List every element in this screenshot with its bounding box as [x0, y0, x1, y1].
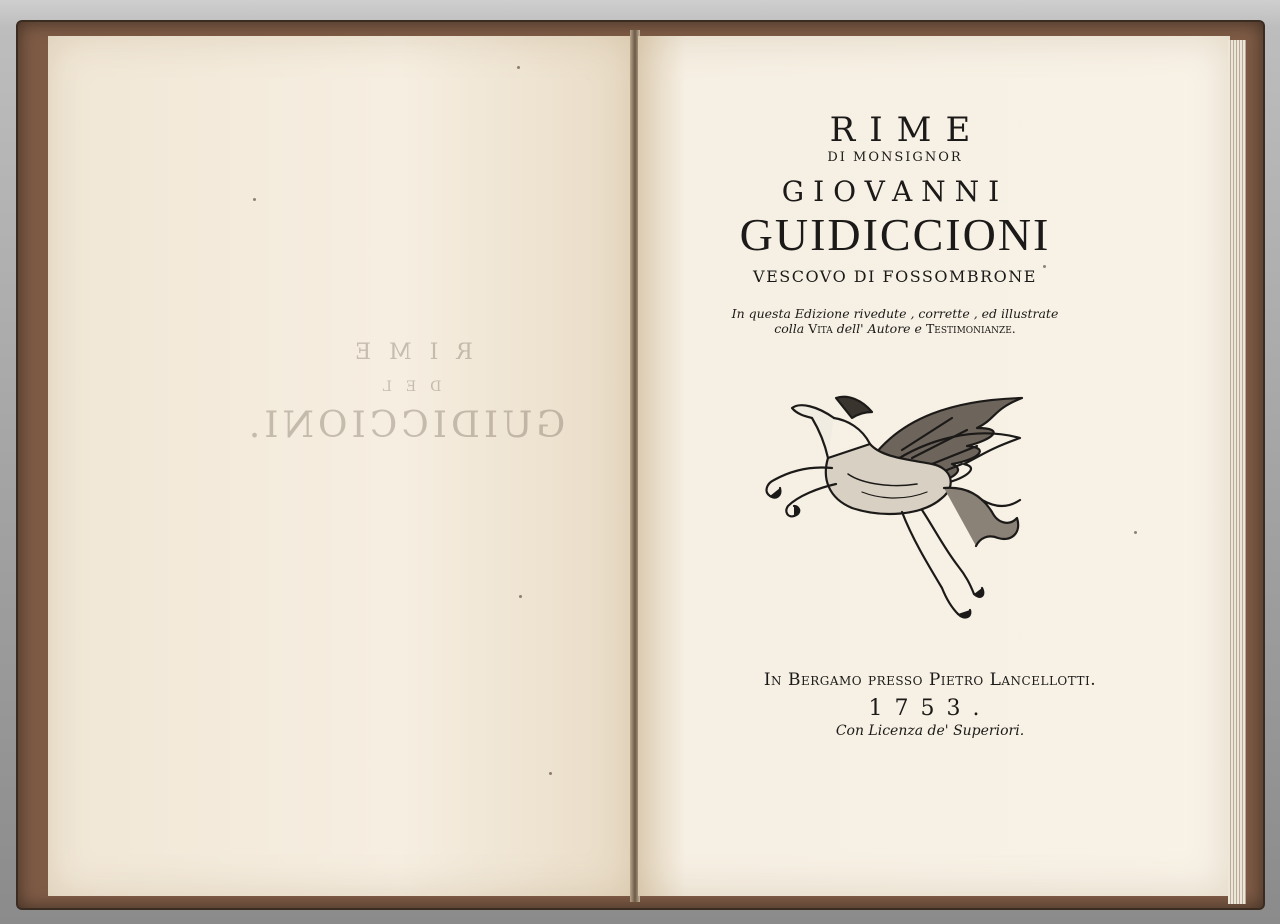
showthrough-line1: RIME [337, 340, 473, 365]
paper-speck [253, 198, 256, 201]
book-subtitle: DI MONSIGNOR [827, 150, 963, 165]
edition-note-line1: In questa Edizione rivedute , corrette , ed illustrate [731, 306, 1059, 321]
paper-speck [1043, 265, 1046, 268]
pegasus-icon [752, 388, 1032, 643]
edition-note-part-c: dell' Autore e [836, 321, 922, 336]
imprint [640, 670, 1220, 739]
paper-speck [1134, 531, 1137, 534]
showthrough-text [215, 340, 595, 446]
left-page [48, 36, 633, 896]
showthrough-line3: GUIDICCIONI. [244, 405, 566, 446]
imprint-license: Con Licenza de' Superiori. [835, 723, 1025, 739]
author-office: VESCOVO DI FOSSOMBRONE [753, 267, 1037, 286]
edition-note-part-a: colla [774, 321, 805, 336]
paper-speck [517, 66, 520, 69]
edition-note [640, 306, 1150, 336]
author-last-name: GUIDICCIONI [739, 209, 1051, 260]
edition-note-part-d: Testimonianze. [925, 321, 1016, 336]
author-first-name: GIOVANNI [781, 175, 1009, 208]
book-title: RIME [829, 110, 985, 150]
imprint-place: In Bergamo presso Pietro Lancellotti. [763, 670, 1097, 690]
title-block [640, 110, 1150, 336]
edition-note-part-b: Vita [808, 321, 833, 336]
edition-note-line2 [640, 321, 1150, 336]
paper-speck [519, 595, 522, 598]
page-edges [1228, 40, 1246, 904]
showthrough-line2: DEL [368, 379, 442, 395]
paper-speck [549, 772, 552, 775]
imprint-year: 1753. [868, 696, 992, 721]
